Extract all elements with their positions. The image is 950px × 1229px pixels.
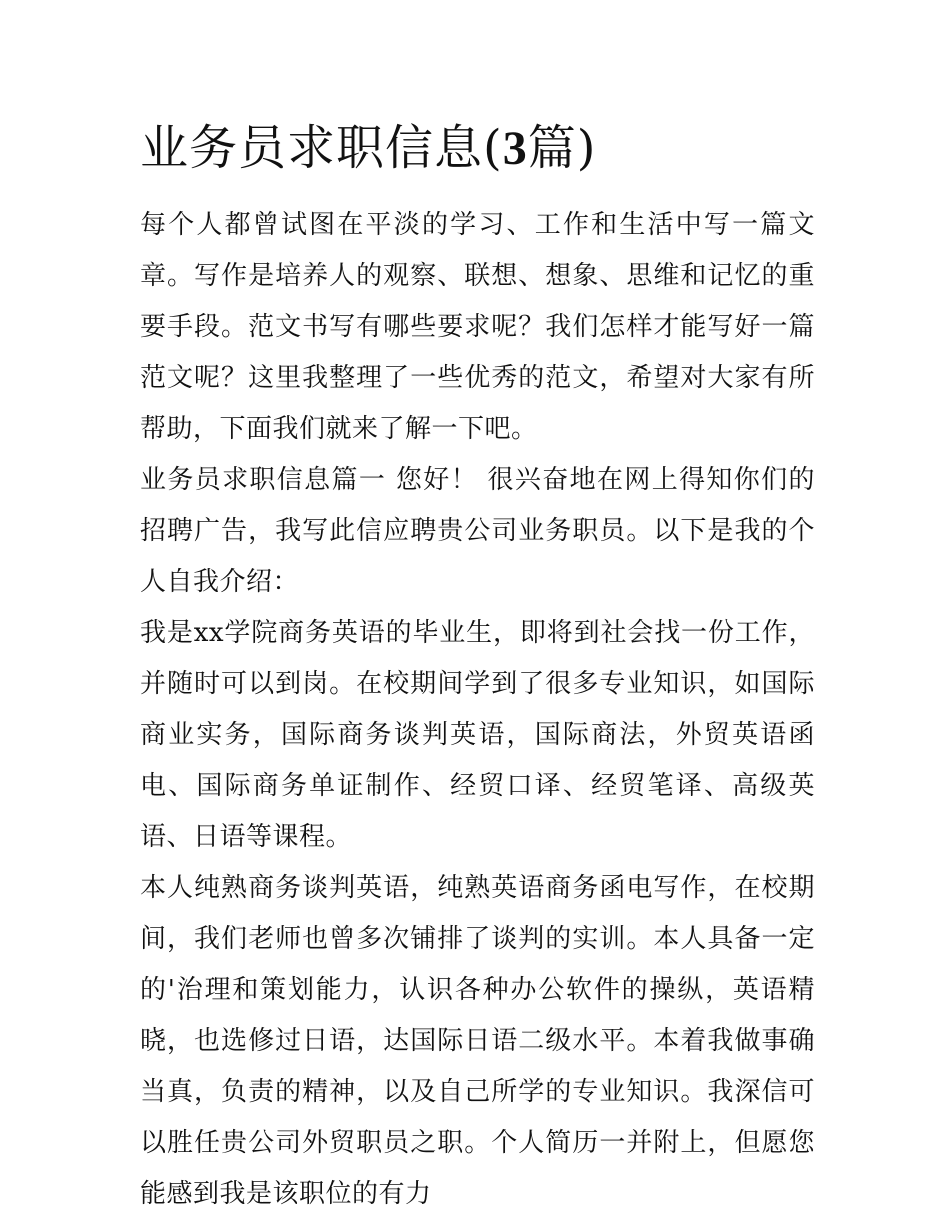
title-end: 篇)	[527, 120, 597, 176]
document-title	[140, 118, 596, 179]
paragraph-education: 我是xx学院商务英语的毕业生，即将到社会找一份工作，并随时可以到岗。在校期间学到了很多专业知识，如国际商业实务，国际商务谈判英语，国际商法，外贸英语函电、国际商务单证制作、经贸口译、经贸笔译、高级英语、日语等课程。	[140, 618, 815, 852]
title-main: 业务员求职信息(	[140, 120, 503, 176]
paragraph-greeting: 业务员求职信息篇一 您好！ 很兴奋地在网上得知你们的招聘广告，我写此信应聘贵公司业务职员。以下是我的个人自我介绍：	[140, 465, 815, 597]
title-number: 3	[502, 122, 528, 175]
paragraph-skills: 本人纯熟商务谈判英语，纯熟英语商务函电写作，在校期间，我们老师也曾多次铺排了谈判的实训。本人具备一定的'治理和策划能力，认识各种办公软件的操纵，英语精晓，也选修过日语，达国际日语二级水平。本着我做事确当真，负责的精神，以及自己所学的专业知识。我深信可以胜任贵公司外贸职员之职。个人简历一并附上，但愿您能感到我是该职位的有力	[140, 873, 815, 1209]
document-body	[140, 200, 815, 1220]
paragraph-intro: 每个人都曾试图在平淡的学习、工作和生活中写一篇文章。写作是培养人的观察、联想、想象、思维和记忆的重要手段。范文书写有哪些要求呢？我们怎样才能写好一篇范文呢？这里我整理了一些优秀的范文，希望对大家有所帮助，下面我们就来了解一下吧。	[140, 210, 815, 444]
